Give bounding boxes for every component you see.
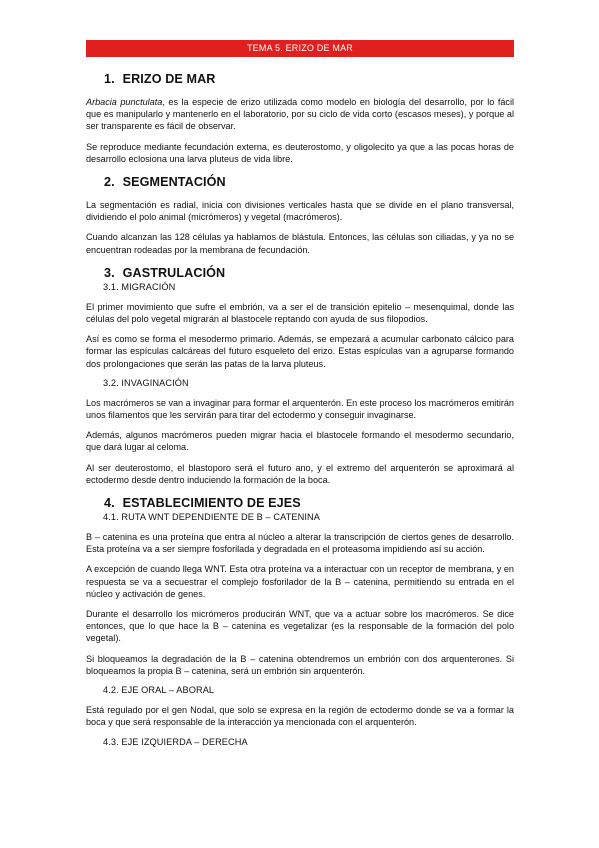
section-title: SEGMENTACIÓN <box>122 175 226 190</box>
subsection-heading: 4.1. RUTA WNT DEPENDIENTE DE B – CATENINA <box>103 512 320 523</box>
paragraph: B – catenina es una proteína que entra al núcleo a alterar la transcripción de ciertos genes de desarrollo. Esta proteína va a ser siempre fosforilada y degradada en el proteasoma impidiendo así su acción. <box>86 532 514 555</box>
paragraph: Si bloqueamos la degradación de la B – catenina obtendremos un embrión con dos arquenterones. Si bloqueamos la propia B – catenina, será un embrión sin arquenterón. <box>86 653 514 676</box>
paragraph: Está regulado por el gen Nodal, que solo se expresa en la región de ectodermo donde se va a formar la boca y que será responsable de la interacción ya mencionada con el arquenterón. <box>86 705 514 728</box>
subsection-heading: 4.2. EJE ORAL – ABORAL <box>103 685 215 696</box>
section-title: ESTABLECIMIENTO DE EJES <box>122 496 301 511</box>
section-heading <box>104 496 514 510</box>
paragraph-text: , es la especie de erizo utilizada como modelo en biología del desarrollo, por lo fácil que es manipularlo y mantenerlo en el laboratorio, por su ciclo de vida corto (escasos meses), y porque al ser transparente es fácil de observar. <box>86 97 514 132</box>
section-title: GASTRULACIÓN <box>122 265 226 280</box>
section-number: 4. <box>104 496 115 511</box>
paragraph: Los macrómeros se van a invaginar para formar el arquenterón. En este proceso los macrómeros emitirán unos filamentos que les servirán para tirar del ectodermo y conseguir invaginarse. <box>86 397 514 421</box>
paragraph: Además, algunos macrómeros pueden migrar hacia el blastocele formando el mesodermo secundario, que dará lugar al celoma. <box>86 430 514 453</box>
paragraph: La segmentación es radial, inicia con divisiones verticales hasta que se divide en el plano transversal, dividiendo el polo animal (micrómeros) y vegetal (macrómeros). <box>86 200 514 223</box>
paragraph: A excepción de cuando llega WNT. Esta otra proteína va a interactuar con un receptor de membrana, y en respuesta se va a secuestrar el complejo fosforilador de la B – catenina, permitiendo su entrada en el núcleo y activación de genes. <box>86 564 514 599</box>
paragraph: Se reproduce mediante fecundación externa, es deuterostomo, y oligolecito ya que a las pocas horas de desarrollo eclosiona una larva pluteus de vida libre. <box>86 141 514 164</box>
subsection-heading: 4.3. EJE IZQUIERDA – DERECHA <box>103 736 248 747</box>
paragraph <box>86 96 514 133</box>
species-name: Arbacia punctulata <box>86 97 163 107</box>
paragraph: Al ser deuterostomo, el blastoporo será el futuro ano, y el extremo del arquenterón se aproximará al ectodermo desde dentro induciendo la formación de la boca. <box>86 462 514 485</box>
paragraph: Durante el desarrollo los micrómeros producirán WNT, que va a actuar sobre los macrómeros. Se dice entonces, que lo que hace la B – catenina es vegetalizar (es la responsable de la formación del polo vegetal). <box>86 609 514 644</box>
paragraph: Cuando alcanzan las 128 células ya hablamos de blástula. Entonces, las células son ciliadas, y ya no se encuentran rodeadas por la membrana de fecundación. <box>86 232 514 255</box>
section-heading <box>104 72 514 86</box>
section-heading <box>104 266 514 280</box>
header-banner: TEMA 5. ERIZO DE MAR <box>86 40 514 57</box>
section-number: 2. <box>104 175 115 190</box>
section-number: 3. <box>104 265 115 280</box>
subsection-heading: 3.1. MIGRACIÓN <box>103 281 176 292</box>
section-number: 1. <box>104 72 115 86</box>
paragraph: El primer movimiento que sufre el embrión, va a ser el de transición epitelio – mesenquimal, donde las células del polo vegetal migrarán al blastocele reptando con ayuda de sus filopodios. <box>86 301 514 325</box>
document-body <box>86 62 514 756</box>
section-title: ERIZO DE MAR <box>122 72 216 86</box>
section-heading <box>104 175 514 189</box>
paragraph: Así es como se forma el mesodermo primario. Además, se empezará a acumular carbonato cálcico para formar las espículas calcáreas del futuro esqueleto del erizo. Estas espículas van a agruparse formando dos prolongaciones que serán las patas de la larva pluteus. <box>86 334 514 369</box>
subsection-heading: 3.2. INVAGINACIÓN <box>103 377 189 388</box>
